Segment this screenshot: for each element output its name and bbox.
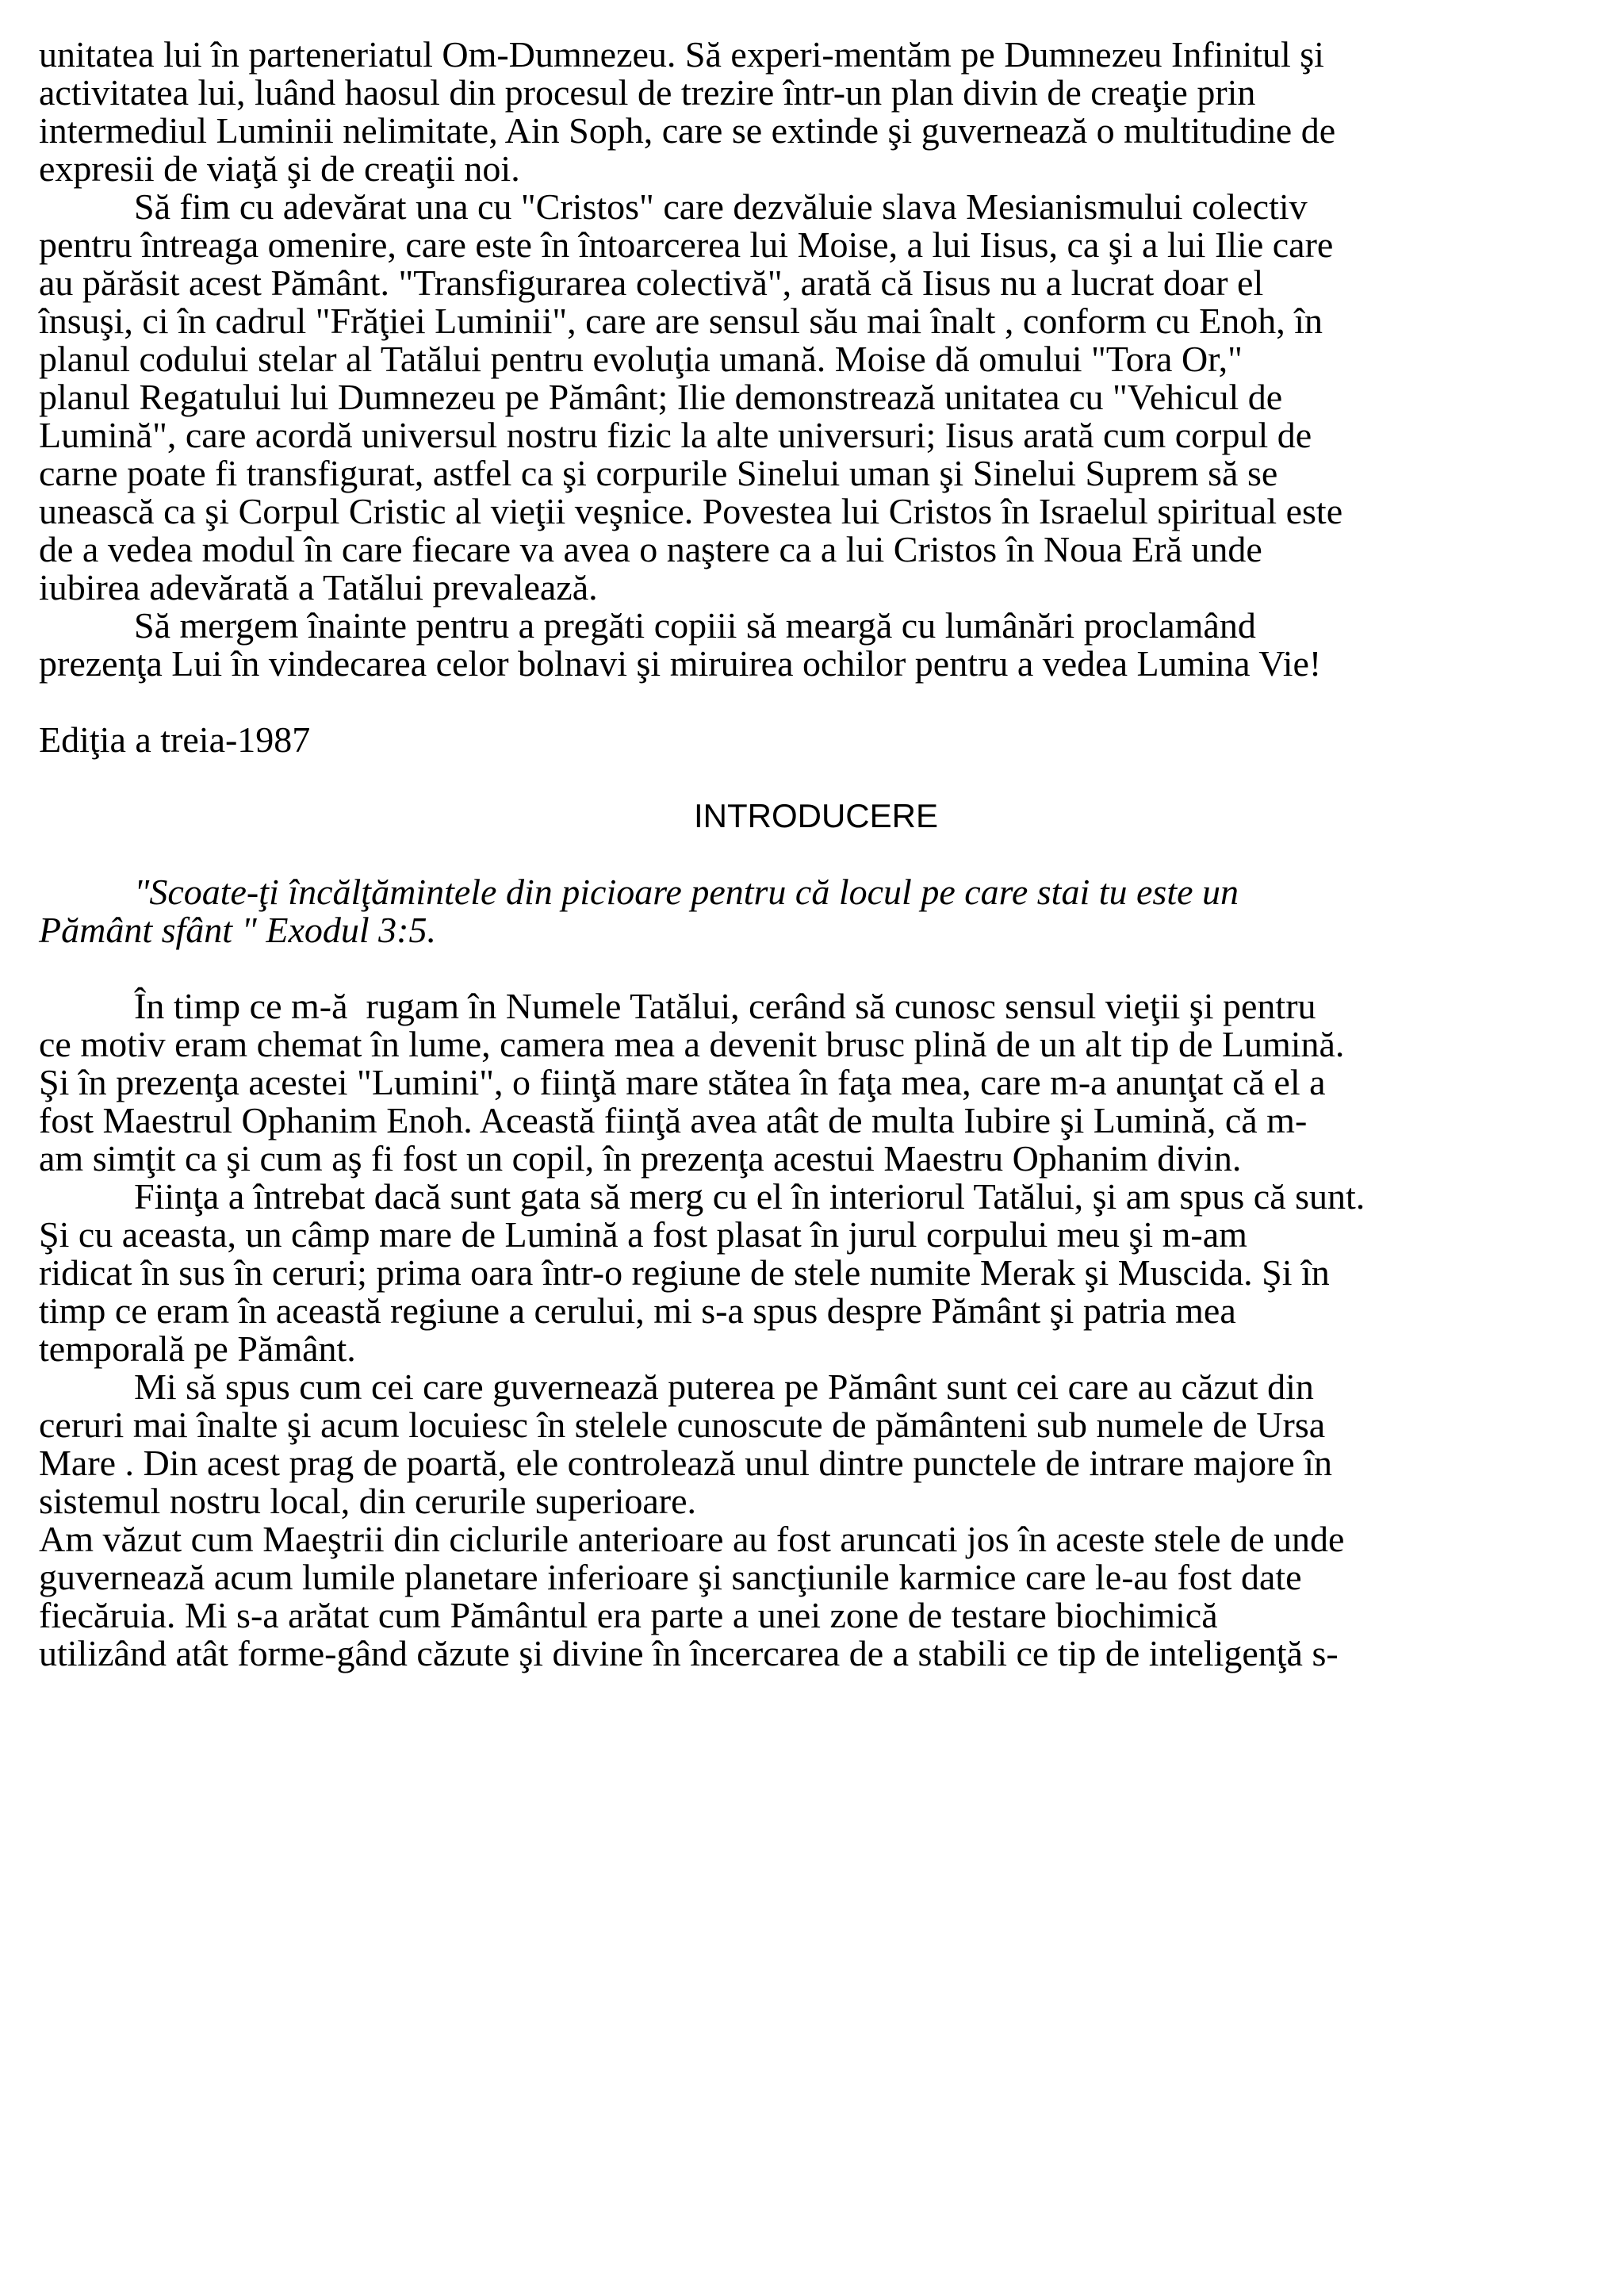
text-line: intermediul Luminii nelimitate, Ain Soph, care se extinde şi guvernează o multitudine de [39,110,1336,151]
text-line: fiecăruia. Mi s-a arătat cum Pământul era parte a unei zone de testare biochimică [39,1595,1218,1635]
text-line: iubirea adevărată a Tatălui prevalează. [39,567,598,608]
text-line: expresii de viaţă şi de creaţii noi. [39,148,520,189]
text-line: prezenţa Lui în vindecarea celor bolnavi şi miruirea ochilor pentru a vedea Lumina Vie! [39,643,1322,684]
text-line: Să fim cu adevărat una cu "Cristos" care dezvăluie slava Mesianismului colectiv [134,186,1308,227]
text-line: temporală pe Pământ. [39,1328,356,1369]
blank-line [39,683,1593,721]
paragraph [39,36,1593,188]
section-heading: INTRODUCERE [693,797,938,834]
text-line: ceruri mai înalte şi acum locuiesc în stelele cunoscute de pământeni sub numele de Ursa [39,1405,1326,1445]
text-line: au părăsit acest Pământ. "Transfigurarea colectivă", arată că Iisus nu a lucrat doar el [39,263,1264,303]
text-line: de a vedea modul în care fiecare va avea o naştere ca a lui Cristos în Noua Eră unde [39,529,1262,569]
text-line: Mare . Din acest prag de poartă, ele controlează unul dintre punctele de intrare majore în [39,1443,1332,1483]
text-line: timp ce eram în această regiune a cerului, mi s-a spus despre Pământ şi patria mea [39,1290,1236,1331]
epigraph [39,873,1593,949]
epigraph-line: "Scoate-ţi încălţămintele din picioare pentru că locul pe care stai tu este un [134,872,1239,912]
paragraph [39,1368,1593,1520]
text-line: În timp ce m-ă rugam în Numele Tatălui, cerând să cunosc sensul vieţii şi pentru [134,986,1316,1026]
text-line: Mi să spus cum cei care guvernează puterea pe Pământ sunt cei care au căzut din [134,1366,1314,1407]
text-line: carne poate fi transfigurat, astfel ca şi corpurile Sinelui uman şi Sinelui Suprem să se [39,453,1278,493]
text-line: am simţit ca şi cum aş fi fost un copil, în prezenţa acestui Maestru Ophanim divin. [39,1138,1242,1179]
paragraph [39,1520,1593,1673]
text-line: Am văzut cum Maeştrii din ciclurile anterioare au fost aruncati jos în aceste stele de unde [39,1519,1345,1559]
text-line: sistemul nostru local, din cerurile superioare. [39,1481,697,1521]
text-line: utilizând atât forme-gând căzute şi divine în încercarea de a stabili ce tip de inteligenţă s- [39,1633,1339,1673]
blank-line [39,759,1593,797]
text-line: Fiinţa a întrebat dacă sunt gata să merg cu el în interiorul Tatălui, şi am spus că sunt. [134,1176,1365,1217]
text-line: guvernează acum lumile planetare inferioare şi sancţiunile karmice care le-au fost date [39,1557,1302,1597]
text-line: planul Regatului lui Dumnezeu pe Pământ; Ilie demonstrează unitatea cu "Vehicul de [39,377,1283,417]
blank-line [39,835,1593,873]
edition-note: Ediţia a treia-1987 [39,719,311,760]
text-line: ce motiv eram chemat în lume, camera mea a devenit brusc plină de un alt tip de Lumină. [39,1024,1345,1064]
text-line: pentru întreaga omenire, care este în întoarcerea lui Moise, a lui Iisus, ca şi a lui Ilie care [39,224,1334,265]
text-line: activitatea lui, luând haosul din procesul de trezire într-un plan divin de creaţie prin [39,72,1256,113]
text-line: unească ca şi Corpul Cristic al vieţii veşnice. Povestea lui Cristos în Israelul spiritual este [39,491,1343,531]
text-line: Lumină", care acordă universul nostru fizic la alte universuri; Iisus arată cum corpul de [39,415,1312,455]
document-body [39,36,1593,1673]
text-line: fost Maestrul Ophanim Enoh. Această fiinţă avea atât de multa Iubire şi Lumină, că m- [39,1100,1308,1140]
paragraph [39,1178,1593,1368]
text-line: Şi cu aceasta, un câmp mare de Lumină a fost plasat în jurul corpului meu şi m-am [39,1214,1247,1255]
text-line: planul codului stelar al Tatălui pentru evoluţia umană. Moise dă omului "Tora Or," [39,339,1243,379]
text-line: ridicat în sus în ceruri; prima oara într-o regiune de stele numite Merak şi Muscida. Şi în [39,1252,1330,1293]
text-line: însuşi, ci în cadrul "Frăţiei Luminii", care are sensul său mai înalt , conform cu Enoh, în [39,301,1323,341]
blank-line [39,949,1593,987]
text-line: Să mergem înainte pentru a pregăti copiii să meargă cu lumânări proclamând [134,605,1256,646]
paragraph [39,188,1593,607]
paragraph [39,607,1593,683]
text-line: unitatea lui în parteneriatul Om-Dumnezeu. Să experi-mentăm pe Dumnezeu Infinitul şi [39,34,1324,75]
text-line: Şi în prezenţa acestei "Lumini", o fiinţă mare stătea în faţa mea, care m-a anunţat că el a [39,1062,1326,1102]
paragraph [39,987,1593,1178]
epigraph-line: Pământ sfânt " Exodul 3:5. [39,910,436,950]
